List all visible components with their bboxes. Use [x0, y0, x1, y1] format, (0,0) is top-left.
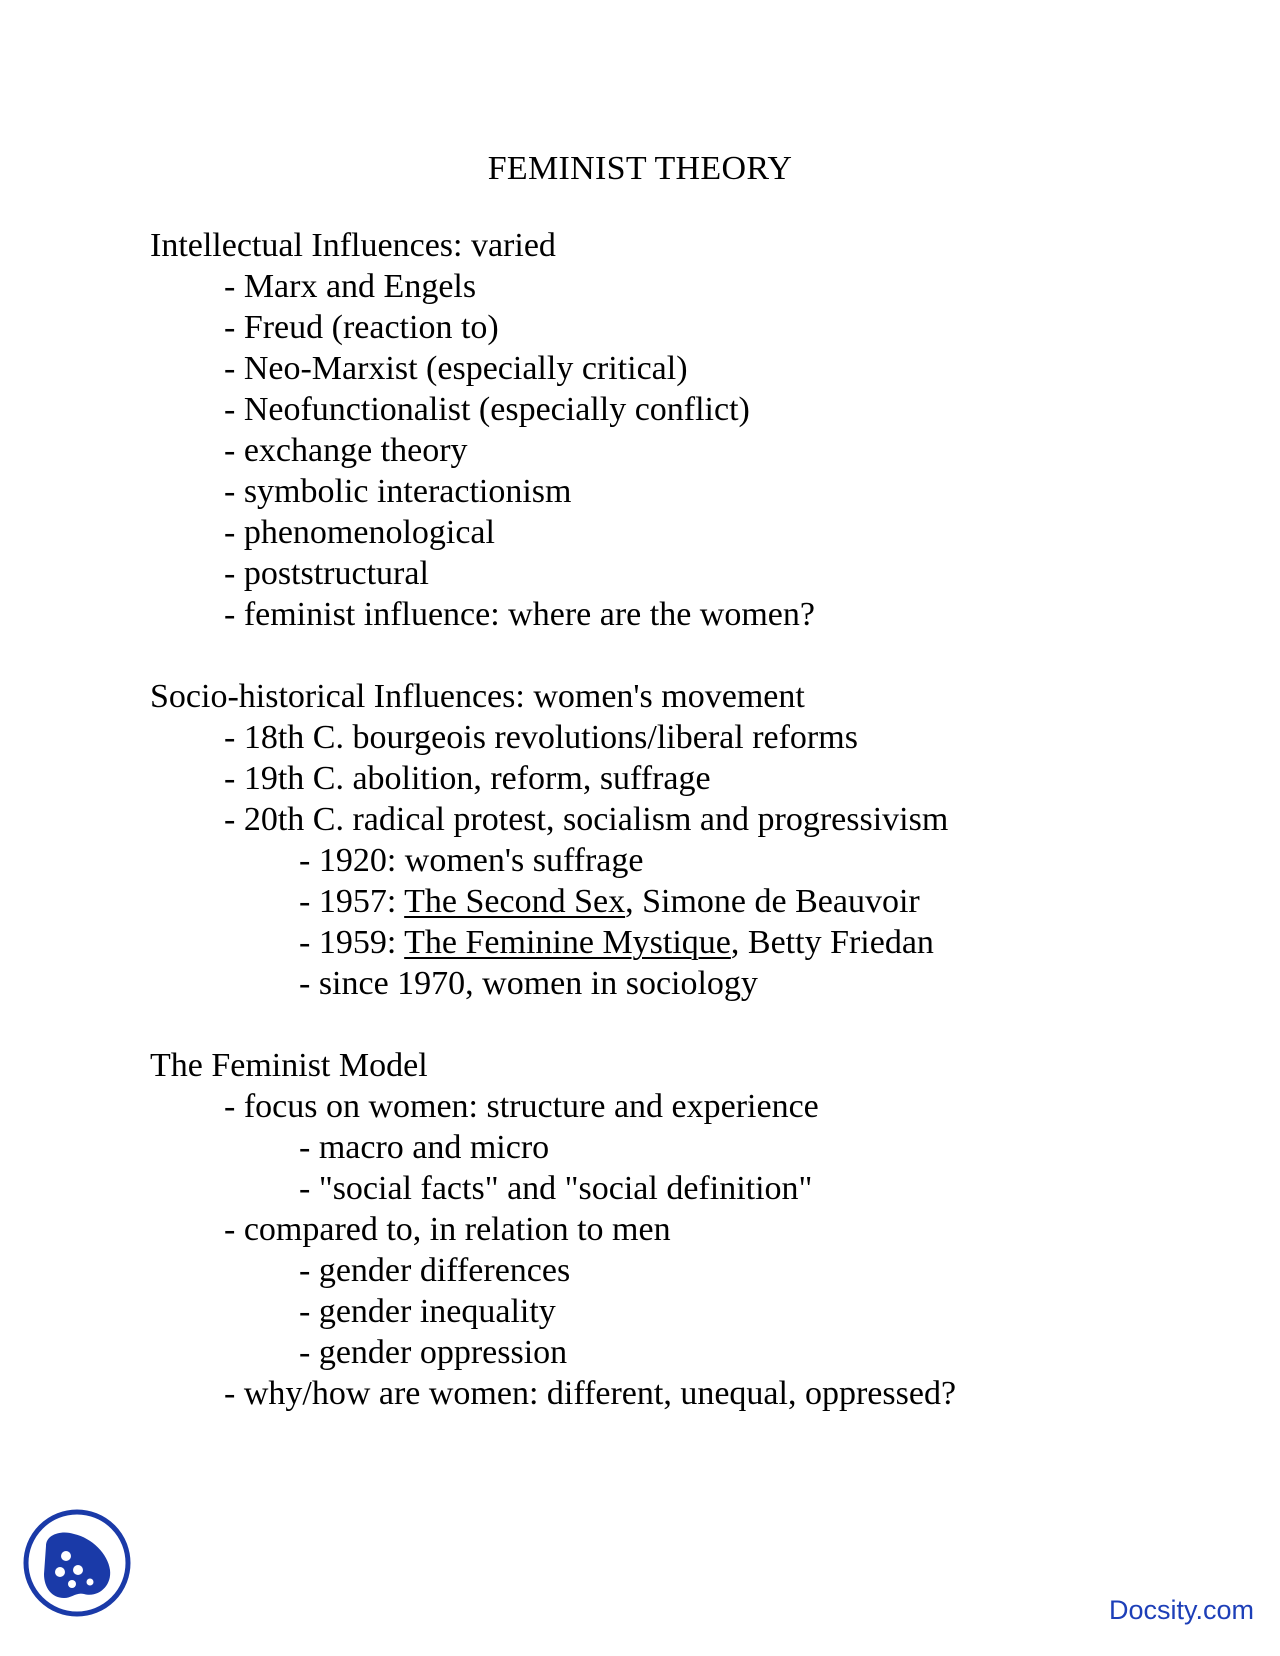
item-suffix: , Simone de Beauvoir	[625, 883, 920, 920]
list-item: - Freud (reaction to)	[224, 309, 499, 346]
sub-list-item: - "social facts" and "social definition"	[299, 1170, 813, 1207]
sub-list-item: - 1920: women's suffrage	[299, 842, 644, 879]
sub-list-item: - since 1970, women in sociology	[299, 965, 758, 1002]
list-item: - exchange theory	[224, 432, 468, 469]
list-item: - phenomenological	[224, 514, 495, 551]
item-prefix: - 1957:	[299, 883, 405, 920]
list-item: - why/how are women: different, unequal, oppressed?	[224, 1375, 957, 1412]
section-heading-feminist-model: The Feminist Model	[150, 1047, 428, 1084]
sub-list-item: - macro and micro	[299, 1129, 550, 1166]
list-item: - Neo-Marxist (especially critical)	[224, 350, 688, 387]
docsity-logo-icon[interactable]	[22, 1508, 132, 1618]
page-title: FEMINIST THEORY	[487, 150, 793, 187]
section-heading-sociohistorical: Socio-historical Influences: women's movement	[150, 678, 805, 715]
item-prefix: - 1959:	[299, 924, 405, 961]
list-item: - Neofunctionalist (especially conflict)	[224, 391, 750, 428]
list-item: - 18th C. bourgeois revolutions/liberal reforms	[224, 719, 858, 756]
list-item: - Marx and Engels	[224, 268, 477, 305]
list-item: - poststructural	[224, 555, 429, 592]
sub-list-item-feminine-mystique	[299, 923, 934, 963]
list-item: - 19th C. abolition, reform, suffrage	[224, 760, 711, 797]
list-item: - focus on women: structure and experience	[224, 1088, 819, 1125]
docsity-logo-svg	[22, 1508, 132, 1618]
section-heading-intellectual: Intellectual Influences: varied	[150, 227, 556, 264]
sub-list-item-second-sex	[299, 882, 920, 922]
list-item: - symbolic interactionism	[224, 473, 572, 510]
list-item: - compared to, in relation to men	[224, 1211, 671, 1248]
docsity-brand-link[interactable]: Docsity.com	[1108, 1595, 1254, 1625]
sub-list-item: - gender oppression	[299, 1334, 568, 1371]
book-title-feminine-mystique: The Feminine Mystique	[404, 924, 731, 961]
item-suffix: , Betty Friedan	[730, 924, 934, 961]
sub-list-item: - gender differences	[299, 1252, 571, 1289]
list-item: - 20th C. radical protest, socialism and progressivism	[224, 801, 949, 838]
book-title-second-sex: The Second Sex	[404, 883, 626, 920]
list-item: - feminist influence: where are the women?	[224, 596, 815, 633]
sub-list-item: - gender inequality	[299, 1293, 556, 1330]
